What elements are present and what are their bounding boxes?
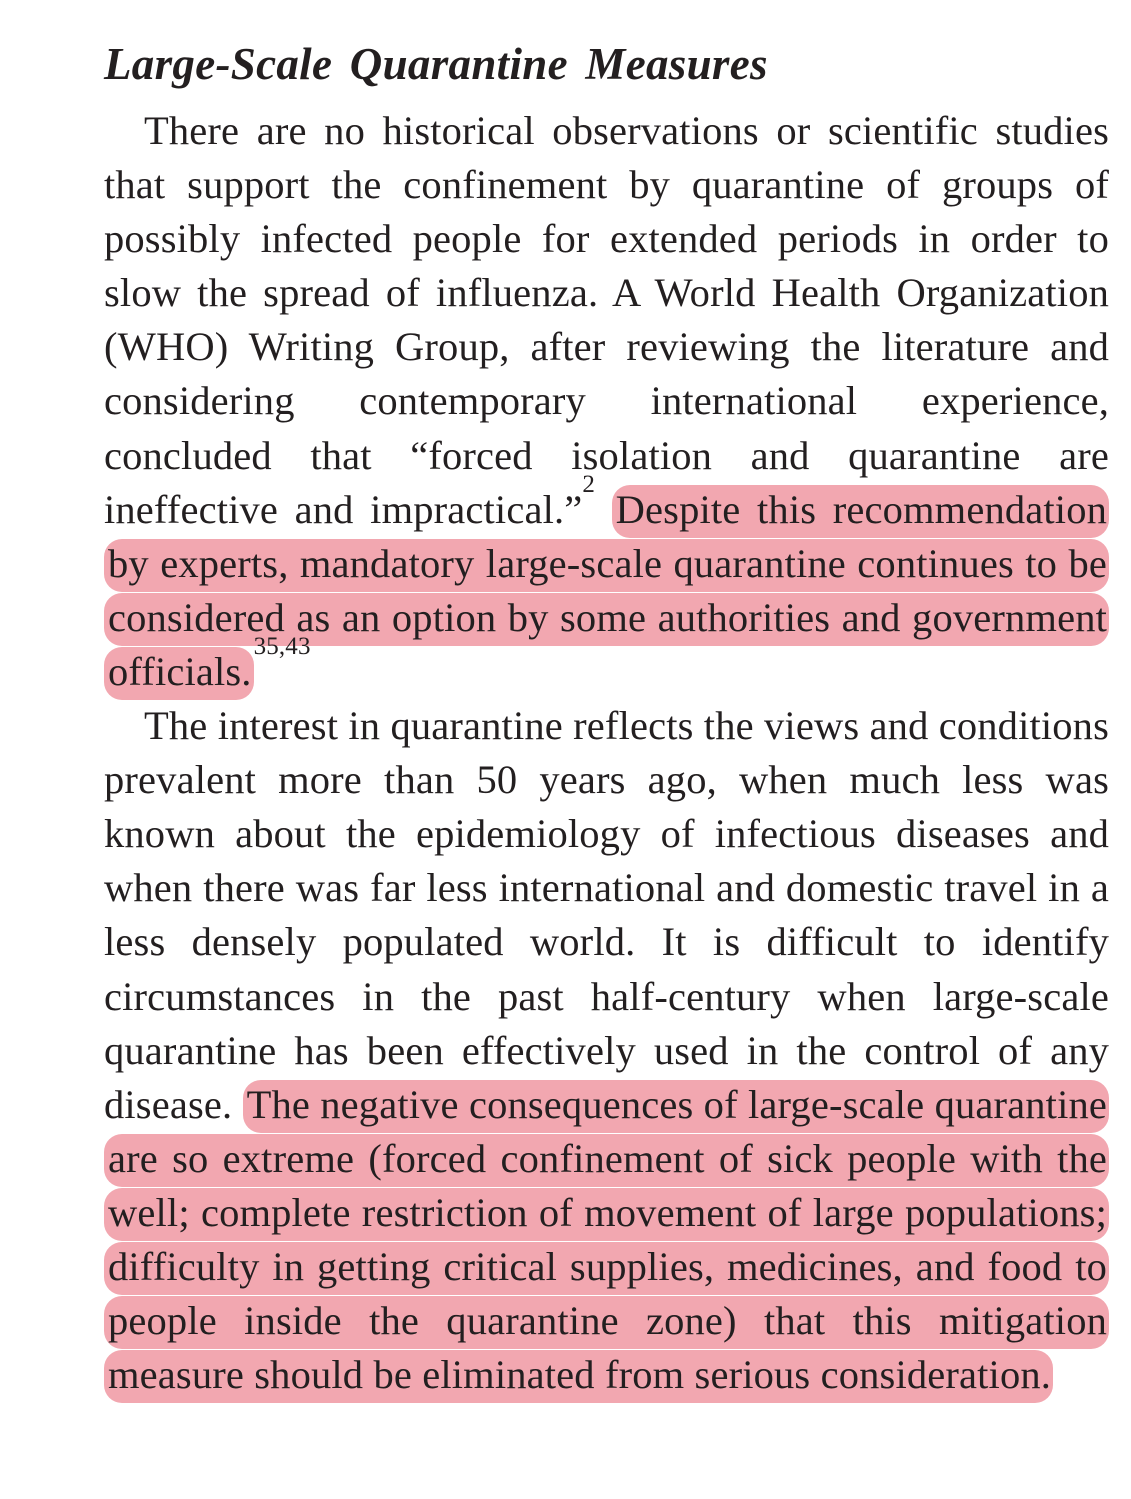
section-heading: Large-Scale Quarantine Measures — [104, 39, 768, 89]
footnote-ref-2: 2 — [582, 471, 596, 499]
paragraph-2 — [104, 699, 1109, 1402]
paragraph-1-text: There are no historical observations or scientific studies that support the confinement by quarantine of groups of possibly infected people for extended periods in order to slow the spread of influenza. A World Health Organization (WHO) Writing Group, after reviewing the literature and considering contemporary international experience, concluded that “forced isolation and quarantine are ineffective and impractical.” — [104, 108, 1109, 532]
document-page — [104, 36, 1109, 1402]
paragraph-2-text: The interest in quarantine reflects the views and conditions prevalent more than 50 years ago, when much less was known about the epidemiology of infectious diseases and when there was far less international and domestic travel in a less densely populated world. It is difficult to identify circumstances in the past half-century when large-scale quarantine has been effectively used in the control of any disease. — [104, 703, 1109, 1127]
paragraph-1 — [104, 104, 1109, 699]
highlight-1-text: Despite this recommendation by experts, mandatory large-scale quarantine continues to be considered as an option by some authorities and government officials. — [108, 486, 1107, 694]
footnote-ref-35-43: 35,43 — [253, 633, 311, 661]
highlight-2-text: The negative consequences of large-scale quarantine are so extreme (forced confinement of sick people with the well; complete restriction of movement of large populations; difficulty in getting critical supplies, medicines, and food to people inside the quarantine zone) that this mitigation measure should be eliminated from serious consideration. — [108, 1081, 1107, 1398]
highlight-2[interactable] — [104, 1080, 1109, 1403]
